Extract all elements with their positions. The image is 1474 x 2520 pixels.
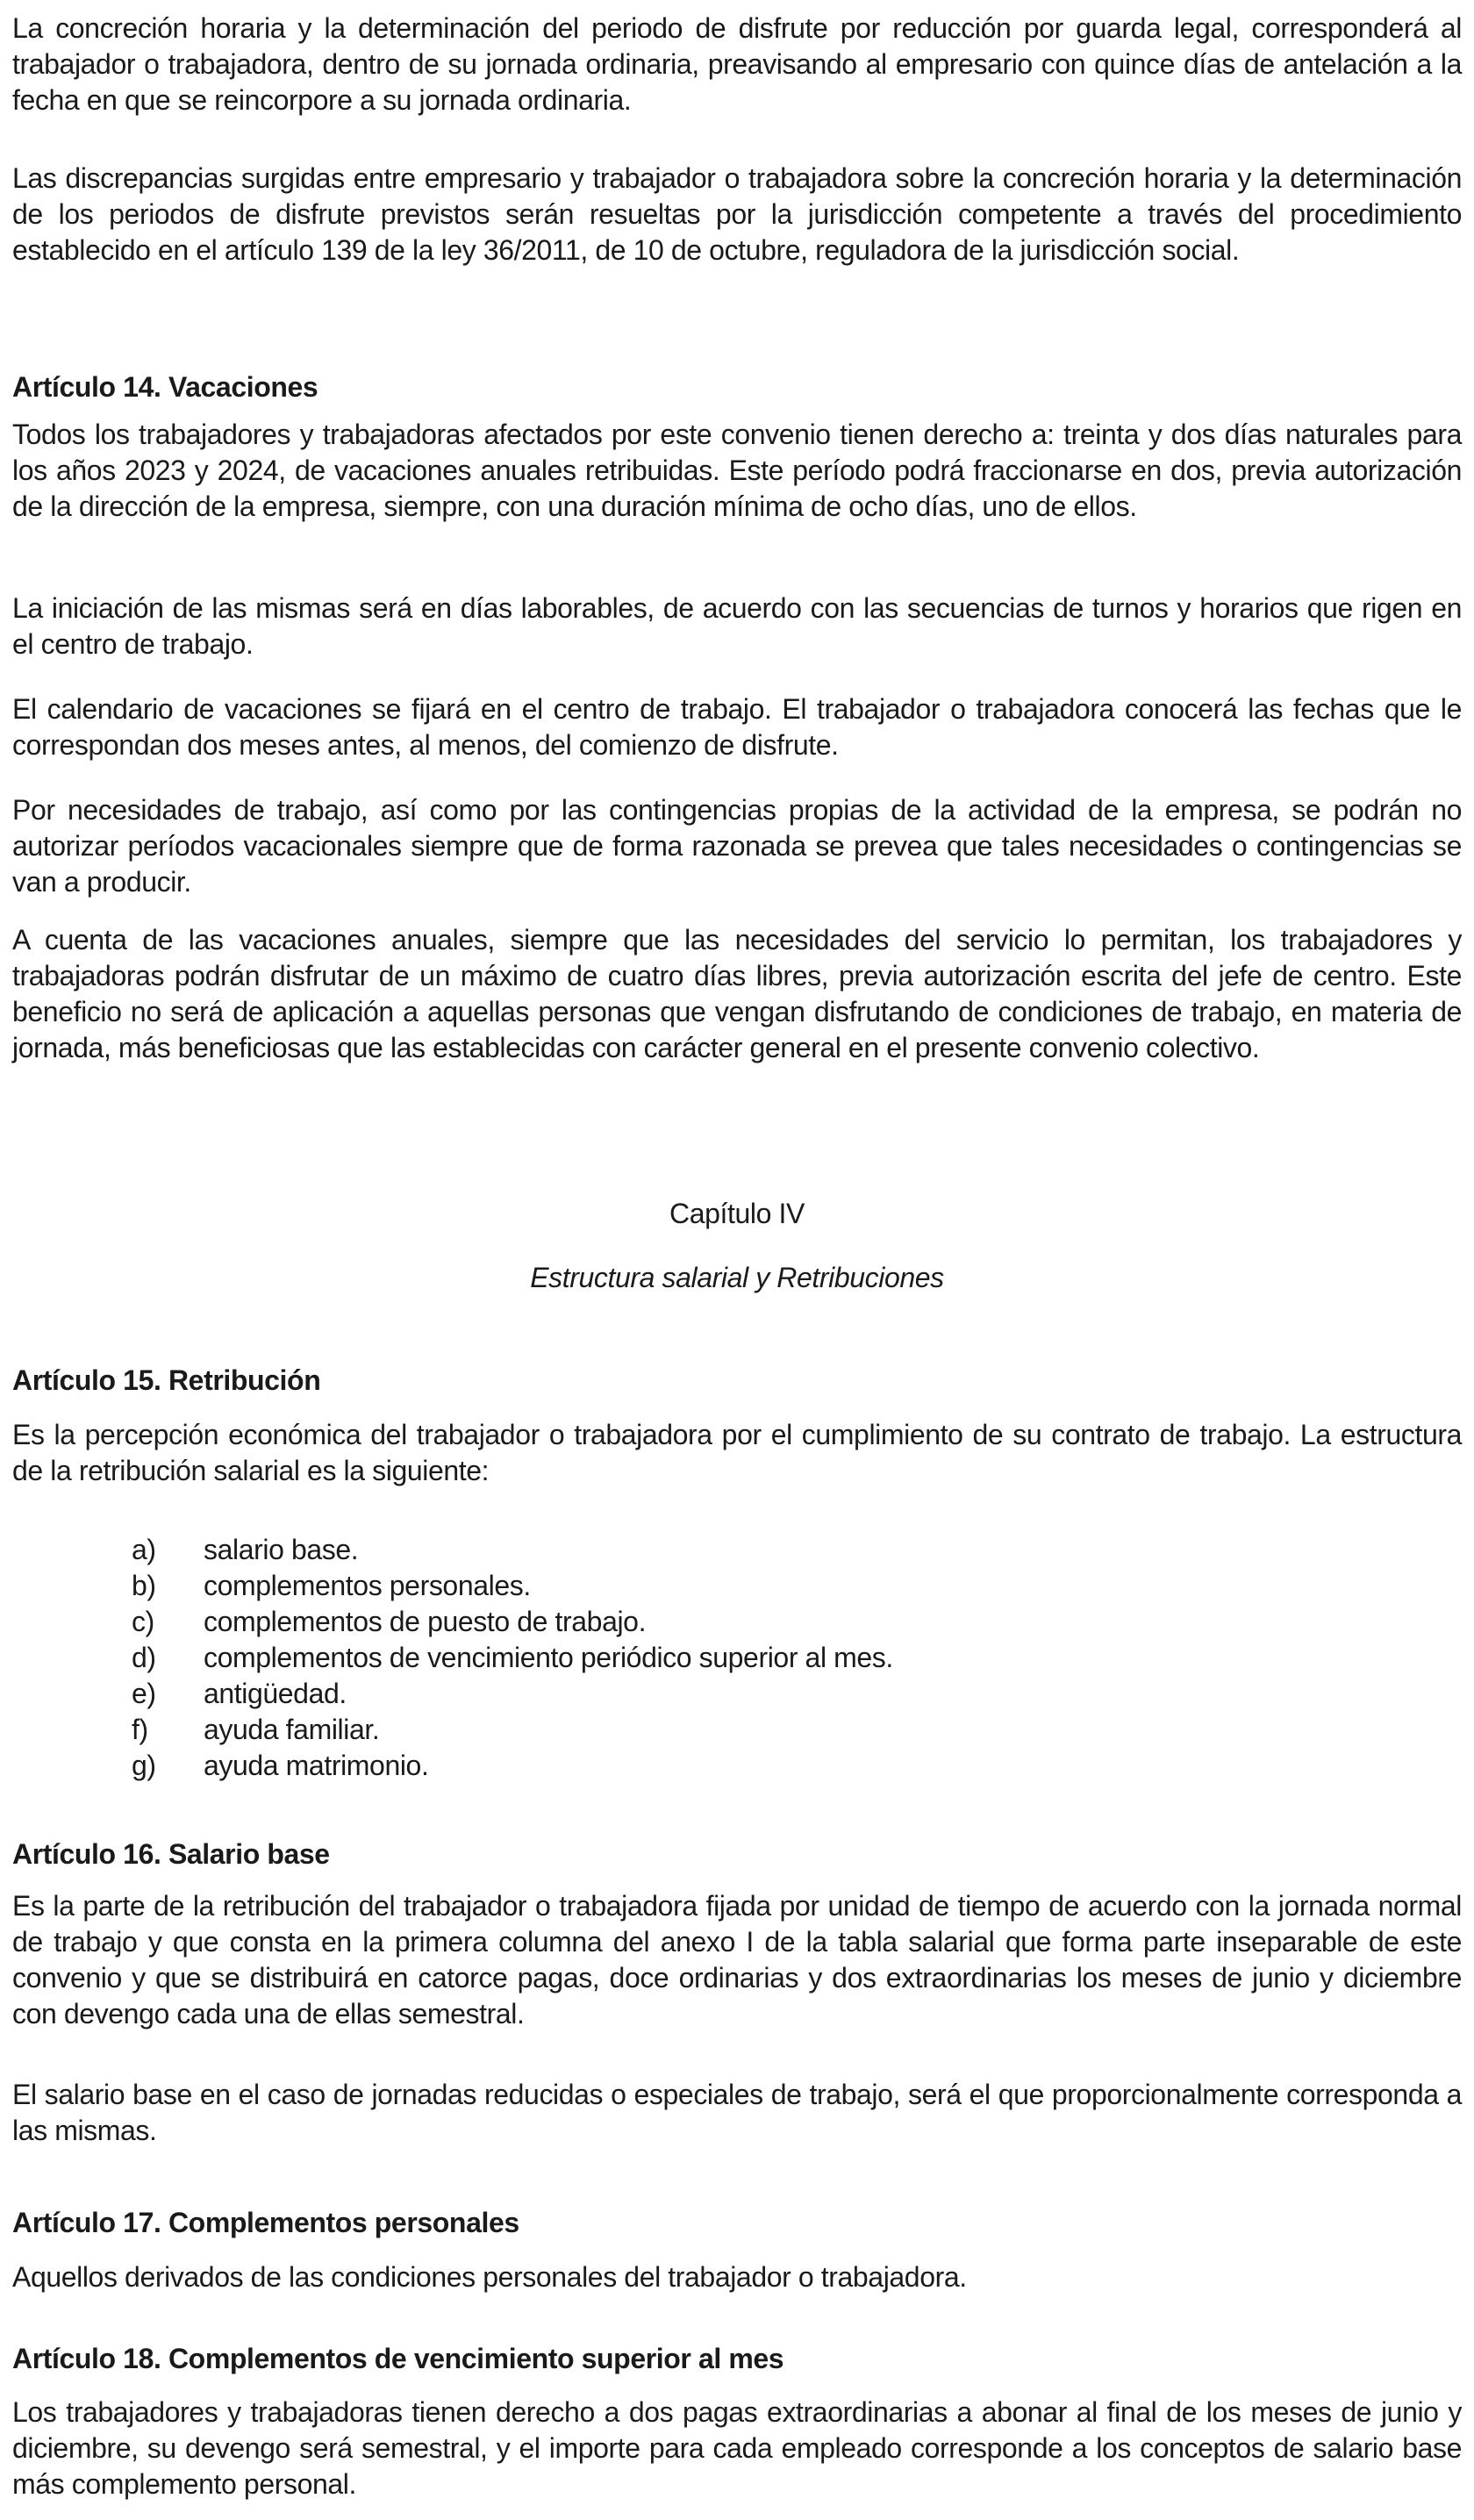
paragraph: Los trabajadores y trabajadoras tienen derecho a dos pagas extraordinarias a abonar al final de los meses de junio y diciembre, su devengo será semestral, y el importe para cada empleado corresponde a los conceptos de salario base más complemento personal.: [12, 2396, 1462, 2500]
paragraph: El salario base en el caso de jornadas reducidas o especiales de trabajo, será el que proporcionalmente corresponda a las mismas.: [12, 2079, 1462, 2146]
list-marker: a): [132, 1534, 156, 1565]
list-item: [132, 1676, 893, 1712]
list-marker: d): [132, 1642, 156, 1673]
paragraph: El calendario de vacaciones se fijará en el centro de trabajo. El trabajador o trabajadora conocerá las fechas que le correspondan dos meses antes, al menos, del comienzo de disfrute.: [12, 693, 1462, 761]
list-marker: e): [132, 1678, 156, 1709]
paragraph: Las discrepancias surgidas entre empresario y trabajador o trabajadora sobre la concreción horaria y la determinación de los periodos de disfrute previstos serán resueltas por la jurisdicción competente a través del procedimiento establecido en el artículo 139 de la ley 36/2011, de 10 de octubre, reguladora de la jurisdicción social.: [12, 162, 1462, 266]
list-text: complementos de puesto de trabajo.: [204, 1606, 647, 1637]
list-text: complementos de vencimiento periódico superior al mes.: [204, 1642, 893, 1673]
list-item: [132, 1532, 893, 1568]
paragraph: A cuenta de las vacaciones anuales, siempre que las necesidades del servicio lo permitan, los trabajadores y trabajadoras podrán disfrutar de un máximo de cuatro días libres, previa autorización escrita del jefe de centro. Este beneficio no será de aplicación a aquellas personas que vengan disfrutando de condiciones de trabajo, en materia de jornada, más beneficiosas que las establecidas con carácter general en el presente convenio colectivo.: [12, 924, 1462, 1063]
list-text: complementos personales.: [204, 1570, 531, 1601]
article-15-heading: Artículo 15. Retribución: [12, 1364, 321, 1396]
list-text: ayuda matrimonio.: [204, 1750, 429, 1781]
paragraph: Es la percepción económica del trabajador o trabajadora por el cumplimiento de su contrato de trabajo. La estructura de la retribución salarial es la siguiente:: [12, 1419, 1462, 1486]
list-item: [132, 1640, 893, 1676]
list-marker: c): [132, 1606, 154, 1637]
paragraph: Todos los trabajadores y trabajadoras afectados por este convenio tienen derecho a: treinta y dos días naturales para los años 2023 y 2024, de vacaciones anuales retribuidas. Este período podrá fraccionarse en dos, previa autorización de la dirección de la empresa, siempre, con una duración mínima de ocho días, uno de ellos.: [12, 419, 1462, 522]
article-18-heading: Artículo 18. Complementos de vencimiento superior al mes: [12, 2343, 784, 2374]
paragraph: Por necesidades de trabajo, así como por las contingencias propias de la actividad de la empresa, se podrán no autorizar períodos vacacionales siempre que de forma razonada se prevea que tales necesidades o contingencias se van a producir.: [12, 794, 1462, 898]
paragraph: La iniciación de las mismas será en días laborables, de acuerdo con las secuencias de turnos y horarios que rigen en el centro de trabajo.: [12, 592, 1462, 660]
chapter-title: Capítulo IV: [669, 1198, 805, 1229]
list-marker: f): [132, 1714, 148, 1745]
article-17-heading: Artículo 17. Complementos personales: [12, 2207, 519, 2238]
list-marker: b): [132, 1570, 156, 1601]
retribution-list: [132, 1532, 893, 1784]
list-text: ayuda familiar.: [204, 1714, 380, 1745]
paragraph: Aquellos derivados de las condiciones personales del trabajador o trabajadora.: [12, 2261, 967, 2293]
article-16-heading: Artículo 16. Salario base: [12, 1838, 330, 1870]
paragraph: La concreción horaria y la determinación del periodo de disfrute por reducción por guarda legal, corresponderá al trabajador o trabajadora, dentro de su jornada ordinaria, preavisando al empresario con quince días de antelación a la fecha en que se reincorpore a su jornada ordinaria.: [12, 12, 1462, 116]
list-marker: g): [132, 1750, 156, 1781]
article-14-heading: Artículo 14. Vacaciones: [12, 371, 318, 403]
list-item: [132, 1604, 893, 1640]
list-text: salario base.: [204, 1534, 359, 1565]
paragraph: Es la parte de la retribución del trabajador o trabajadora fijada por unidad de tiempo de acuerdo con la jornada normal de trabajo y que consta en la primera columna del anexo I de la tabla salarial que forma parte inseparable de este convenio y que se distribuirá en catorce pagas, doce ordinarias y dos extraordinarias los meses de junio y diciembre con devengo cada una de ellas semestral.: [12, 1890, 1462, 2030]
list-text: antigüedad.: [204, 1678, 347, 1709]
chapter-subtitle: Estructura salarial y Retribuciones: [530, 1262, 944, 1293]
list-item: [132, 1748, 893, 1784]
list-item: [132, 1712, 893, 1748]
list-item: [132, 1568, 893, 1604]
